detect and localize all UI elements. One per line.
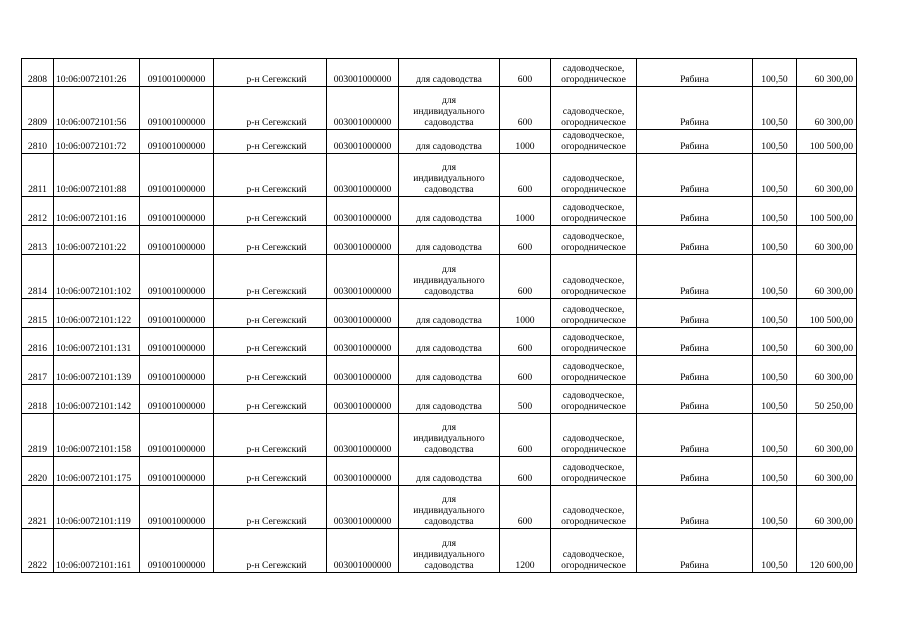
cell-amount: 100 500,00 xyxy=(797,197,857,226)
cell-okato-code: 091001000000 xyxy=(140,87,214,130)
cell-settlement-name: Рябина xyxy=(637,414,753,457)
cell-row-number: 2814 xyxy=(22,255,54,299)
cell-amount: 60 300,00 xyxy=(797,87,857,130)
cell-oktmo-code: 003001000000 xyxy=(327,59,399,87)
cell-permitted-use xyxy=(399,356,500,385)
cell-area: 1200 xyxy=(500,529,551,573)
cell-amount: 60 300,00 xyxy=(797,486,857,529)
cell-cadastral-number: 10:06:0072101:102 xyxy=(54,255,140,299)
cell-okato-code: 091001000000 xyxy=(140,226,214,255)
cell-category xyxy=(551,328,637,356)
cell-area: 500 xyxy=(500,385,551,414)
cell-area: 1000 xyxy=(500,197,551,226)
cell-district: р-н Сегежский xyxy=(214,328,327,356)
cell-permitted-use-line: садоводства xyxy=(424,560,474,571)
cell-settlement-name: Рябина xyxy=(637,299,753,328)
table-row xyxy=(22,255,857,299)
cell-permitted-use-line: садоводства xyxy=(424,444,474,455)
cell-rate: 100,50 xyxy=(753,87,797,130)
cell-category-line: садоводческое, xyxy=(562,505,625,516)
cell-category-line: садоводческое, xyxy=(562,202,625,213)
cell-permitted-use-line: индивидуального xyxy=(413,106,485,117)
cell-row-number: 2817 xyxy=(22,356,54,385)
cell-okato-code: 091001000000 xyxy=(140,457,214,486)
cell-permitted-use-line: садоводства xyxy=(424,286,474,297)
cell-permitted-use xyxy=(399,414,500,457)
cell-permitted-use xyxy=(399,226,500,255)
cell-category xyxy=(551,255,637,299)
cell-permitted-use-line: индивидуального xyxy=(413,549,485,560)
cell-permitted-use-line: для садоводства xyxy=(416,242,482,253)
cell-settlement-name: Рябина xyxy=(637,130,753,154)
cell-district: р-н Сегежский xyxy=(214,414,327,457)
cell-permitted-use xyxy=(399,255,500,299)
cell-area: 600 xyxy=(500,255,551,299)
cell-settlement-name: Рябина xyxy=(637,486,753,529)
cell-permitted-use xyxy=(399,328,500,356)
cell-cadastral-number: 10:06:0072101:22 xyxy=(54,226,140,255)
cell-district: р-н Сегежский xyxy=(214,529,327,573)
cell-permitted-use xyxy=(399,59,500,87)
cell-permitted-use-line: для xyxy=(441,264,457,275)
cell-area: 600 xyxy=(500,356,551,385)
cell-settlement-name: Рябина xyxy=(637,529,753,573)
cell-permitted-use-line: садоводства xyxy=(424,184,474,195)
cell-amount: 60 300,00 xyxy=(797,328,857,356)
cell-district: р-н Сегежский xyxy=(214,59,327,87)
cell-okato-code: 091001000000 xyxy=(140,255,214,299)
cell-oktmo-code: 003001000000 xyxy=(327,486,399,529)
cell-cadastral-number: 10:06:0072101:122 xyxy=(54,299,140,328)
cell-category-line: огородническое xyxy=(561,372,626,383)
cell-category-line: садоводческое, xyxy=(562,433,625,444)
cell-district: р-н Сегежский xyxy=(214,457,327,486)
cell-rate: 100,50 xyxy=(753,197,797,226)
table-row xyxy=(22,226,857,255)
cell-permitted-use-line: для садоводства xyxy=(416,74,482,85)
cell-amount: 60 300,00 xyxy=(797,226,857,255)
cell-row-number: 2816 xyxy=(22,328,54,356)
cell-category xyxy=(551,226,637,255)
cell-category xyxy=(551,197,637,226)
cell-category-line: огородническое xyxy=(561,117,626,128)
cell-cadastral-number: 10:06:0072101:72 xyxy=(54,130,140,154)
cell-district: р-н Сегежский xyxy=(214,299,327,328)
cell-permitted-use-line: индивидуального xyxy=(413,505,485,516)
table-row xyxy=(22,457,857,486)
cell-row-number: 2820 xyxy=(22,457,54,486)
cell-rate: 100,50 xyxy=(753,486,797,529)
cell-category-line: огородническое xyxy=(561,242,626,253)
cell-category xyxy=(551,59,637,87)
table-row xyxy=(22,154,857,197)
cell-category-line: огородническое xyxy=(561,141,626,152)
cell-area: 1000 xyxy=(500,130,551,154)
cell-permitted-use-line: садоводства xyxy=(424,516,474,527)
cell-category xyxy=(551,130,637,154)
cell-permitted-use xyxy=(399,299,500,328)
cell-category-line: садоводческое, xyxy=(562,231,625,242)
cell-district: р-н Сегежский xyxy=(214,255,327,299)
cell-row-number: 2821 xyxy=(22,486,54,529)
cell-district: р-н Сегежский xyxy=(214,486,327,529)
cell-category xyxy=(551,486,637,529)
cell-cadastral-number: 10:06:0072101:16 xyxy=(54,197,140,226)
cell-row-number: 2815 xyxy=(22,299,54,328)
land-plots-table xyxy=(21,58,857,573)
cell-rate: 100,50 xyxy=(753,299,797,328)
cell-rate: 100,50 xyxy=(753,226,797,255)
cell-settlement-name: Рябина xyxy=(637,87,753,130)
cell-oktmo-code: 003001000000 xyxy=(327,385,399,414)
cell-permitted-use xyxy=(399,87,500,130)
cell-rate: 100,50 xyxy=(753,255,797,299)
cell-permitted-use-line: индивидуального xyxy=(413,275,485,286)
cell-cadastral-number: 10:06:0072101:175 xyxy=(54,457,140,486)
cell-okato-code: 091001000000 xyxy=(140,414,214,457)
table-row xyxy=(22,356,857,385)
cell-rate: 100,50 xyxy=(753,154,797,197)
cell-rate: 100,50 xyxy=(753,529,797,573)
cell-permitted-use-line: для садоводства xyxy=(416,343,482,354)
table-row xyxy=(22,486,857,529)
cell-permitted-use xyxy=(399,385,500,414)
cell-okato-code: 091001000000 xyxy=(140,197,214,226)
cell-rate: 100,50 xyxy=(753,356,797,385)
cell-district: р-н Сегежский xyxy=(214,130,327,154)
cell-category xyxy=(551,385,637,414)
cell-category xyxy=(551,457,637,486)
cell-category-line: садоводческое, xyxy=(562,275,625,286)
cell-amount: 100 500,00 xyxy=(797,299,857,328)
cell-oktmo-code: 003001000000 xyxy=(327,356,399,385)
cell-oktmo-code: 003001000000 xyxy=(327,255,399,299)
cell-oktmo-code: 003001000000 xyxy=(327,154,399,197)
cell-permitted-use-line: для xyxy=(441,95,457,106)
cell-permitted-use-line: для садоводства xyxy=(416,315,482,326)
cell-cadastral-number: 10:06:0072101:119 xyxy=(54,486,140,529)
cell-permitted-use-line: индивидуального xyxy=(413,173,485,184)
cell-amount: 60 300,00 xyxy=(797,414,857,457)
cell-permitted-use xyxy=(399,197,500,226)
cell-category-line: садоводческое, xyxy=(562,361,625,372)
cell-category-line: огородническое xyxy=(561,401,626,412)
cell-district: р-н Сегежский xyxy=(214,226,327,255)
cell-row-number: 2809 xyxy=(22,87,54,130)
cell-permitted-use-line: для xyxy=(441,538,457,549)
cell-rate: 100,50 xyxy=(753,414,797,457)
cell-area: 600 xyxy=(500,328,551,356)
cell-row-number: 2808 xyxy=(22,59,54,87)
cell-cadastral-number: 10:06:0072101:131 xyxy=(54,328,140,356)
cell-oktmo-code: 003001000000 xyxy=(327,226,399,255)
cell-permitted-use-line: для садоводства xyxy=(416,401,482,412)
cell-area: 600 xyxy=(500,414,551,457)
cell-settlement-name: Рябина xyxy=(637,385,753,414)
table-body xyxy=(22,59,857,573)
cell-permitted-use-line: для xyxy=(441,494,457,505)
cell-area: 600 xyxy=(500,226,551,255)
cell-okato-code: 091001000000 xyxy=(140,59,214,87)
cell-category-line: огородническое xyxy=(561,315,626,326)
cell-okato-code: 091001000000 xyxy=(140,299,214,328)
cell-okato-code: 091001000000 xyxy=(140,130,214,154)
cell-permitted-use xyxy=(399,130,500,154)
table-row xyxy=(22,130,857,154)
cell-category xyxy=(551,299,637,328)
cell-permitted-use xyxy=(399,486,500,529)
cell-area: 600 xyxy=(500,87,551,130)
cell-category-line: садоводческое, xyxy=(562,106,625,117)
cell-district: р-н Сегежский xyxy=(214,154,327,197)
cell-oktmo-code: 003001000000 xyxy=(327,197,399,226)
cell-category-line: садоводческое, xyxy=(562,390,625,401)
cell-oktmo-code: 003001000000 xyxy=(327,457,399,486)
cell-rate: 100,50 xyxy=(753,457,797,486)
cell-permitted-use-line: садоводства xyxy=(424,117,474,128)
cell-oktmo-code: 003001000000 xyxy=(327,414,399,457)
cell-category-line: огородническое xyxy=(561,286,626,297)
cell-category-line: огородническое xyxy=(561,213,626,224)
cell-rate: 100,50 xyxy=(753,328,797,356)
cell-row-number: 2810 xyxy=(22,130,54,154)
cell-oktmo-code: 003001000000 xyxy=(327,87,399,130)
cell-category xyxy=(551,356,637,385)
cell-amount: 60 300,00 xyxy=(797,356,857,385)
cell-amount: 60 300,00 xyxy=(797,255,857,299)
cell-amount: 60 300,00 xyxy=(797,154,857,197)
cell-permitted-use xyxy=(399,529,500,573)
cell-settlement-name: Рябина xyxy=(637,457,753,486)
cell-oktmo-code: 003001000000 xyxy=(327,328,399,356)
cell-district: р-н Сегежский xyxy=(214,385,327,414)
cell-oktmo-code: 003001000000 xyxy=(327,130,399,154)
table-row xyxy=(22,87,857,130)
cell-okato-code: 091001000000 xyxy=(140,356,214,385)
cell-area: 600 xyxy=(500,59,551,87)
table-row xyxy=(22,414,857,457)
cell-rate: 100,50 xyxy=(753,130,797,154)
cell-district: р-н Сегежский xyxy=(214,197,327,226)
cell-settlement-name: Рябина xyxy=(637,328,753,356)
cell-okato-code: 091001000000 xyxy=(140,385,214,414)
cell-permitted-use-line: для садоводства xyxy=(416,473,482,484)
cell-category-line: садоводческое, xyxy=(562,549,625,560)
cell-category-line: огородническое xyxy=(561,343,626,354)
cell-cadastral-number: 10:06:0072101:142 xyxy=(54,385,140,414)
cell-row-number: 2811 xyxy=(22,154,54,197)
cell-category-line: огородническое xyxy=(561,516,626,527)
cell-rate: 100,50 xyxy=(753,59,797,87)
cell-area: 1000 xyxy=(500,299,551,328)
cell-row-number: 2812 xyxy=(22,197,54,226)
cell-row-number: 2819 xyxy=(22,414,54,457)
cell-category-line: садоводческое, xyxy=(562,130,625,141)
table-row xyxy=(22,328,857,356)
cell-settlement-name: Рябина xyxy=(637,59,753,87)
cell-cadastral-number: 10:06:0072101:88 xyxy=(54,154,140,197)
cell-area: 600 xyxy=(500,457,551,486)
cell-cadastral-number: 10:06:0072101:139 xyxy=(54,356,140,385)
cell-permitted-use-line: для xyxy=(441,422,457,433)
cell-settlement-name: Рябина xyxy=(637,197,753,226)
cell-permitted-use-line: для садоводства xyxy=(416,372,482,383)
cell-okato-code: 091001000000 xyxy=(140,529,214,573)
cell-category-line: садоводческое, xyxy=(562,304,625,315)
cell-rate: 100,50 xyxy=(753,385,797,414)
cell-settlement-name: Рябина xyxy=(637,226,753,255)
cell-permitted-use-line: для xyxy=(441,162,457,173)
cell-area: 600 xyxy=(500,154,551,197)
cell-permitted-use xyxy=(399,457,500,486)
cell-category-line: огородническое xyxy=(561,444,626,455)
cell-amount: 120 600,00 xyxy=(797,529,857,573)
cell-amount: 100 500,00 xyxy=(797,130,857,154)
cell-settlement-name: Рябина xyxy=(637,255,753,299)
table-row xyxy=(22,197,857,226)
cell-category-line: огородническое xyxy=(561,473,626,484)
cell-category-line: садоводческое, xyxy=(562,462,625,473)
cell-permitted-use-line: для садоводства xyxy=(416,213,482,224)
cell-oktmo-code: 003001000000 xyxy=(327,299,399,328)
cell-row-number: 2822 xyxy=(22,529,54,573)
table-row xyxy=(22,59,857,87)
cell-category xyxy=(551,154,637,197)
table-row xyxy=(22,529,857,573)
cell-category-line: огородническое xyxy=(561,184,626,195)
cell-settlement-name: Рябина xyxy=(637,356,753,385)
cell-permitted-use xyxy=(399,154,500,197)
cell-category-line: огородническое xyxy=(561,74,626,85)
cell-amount: 60 300,00 xyxy=(797,59,857,87)
cell-district: р-н Сегежский xyxy=(214,356,327,385)
cell-category xyxy=(551,529,637,573)
cell-category-line: садоводческое, xyxy=(562,173,625,184)
cell-cadastral-number: 10:06:0072101:56 xyxy=(54,87,140,130)
cell-okato-code: 091001000000 xyxy=(140,486,214,529)
cell-district: р-н Сегежский xyxy=(214,87,327,130)
cell-category-line: садоводческое, xyxy=(562,63,625,74)
cell-area: 600 xyxy=(500,486,551,529)
cell-row-number: 2818 xyxy=(22,385,54,414)
cell-category xyxy=(551,414,637,457)
cell-permitted-use-line: для садоводства xyxy=(416,141,482,152)
cell-cadastral-number: 10:06:0072101:26 xyxy=(54,59,140,87)
cell-oktmo-code: 003001000000 xyxy=(327,529,399,573)
cell-cadastral-number: 10:06:0072101:158 xyxy=(54,414,140,457)
cell-category-line: садоводческое, xyxy=(562,332,625,343)
cell-settlement-name: Рябина xyxy=(637,154,753,197)
cell-okato-code: 091001000000 xyxy=(140,328,214,356)
cell-okato-code: 091001000000 xyxy=(140,154,214,197)
table-row xyxy=(22,299,857,328)
cell-row-number: 2813 xyxy=(22,226,54,255)
cell-category-line: огородническое xyxy=(561,560,626,571)
cell-amount: 50 250,00 xyxy=(797,385,857,414)
cell-cadastral-number: 10:06:0072101:161 xyxy=(54,529,140,573)
table-row xyxy=(22,385,857,414)
cell-permitted-use-line: индивидуального xyxy=(413,433,485,444)
cell-amount: 60 300,00 xyxy=(797,457,857,486)
cell-category xyxy=(551,87,637,130)
